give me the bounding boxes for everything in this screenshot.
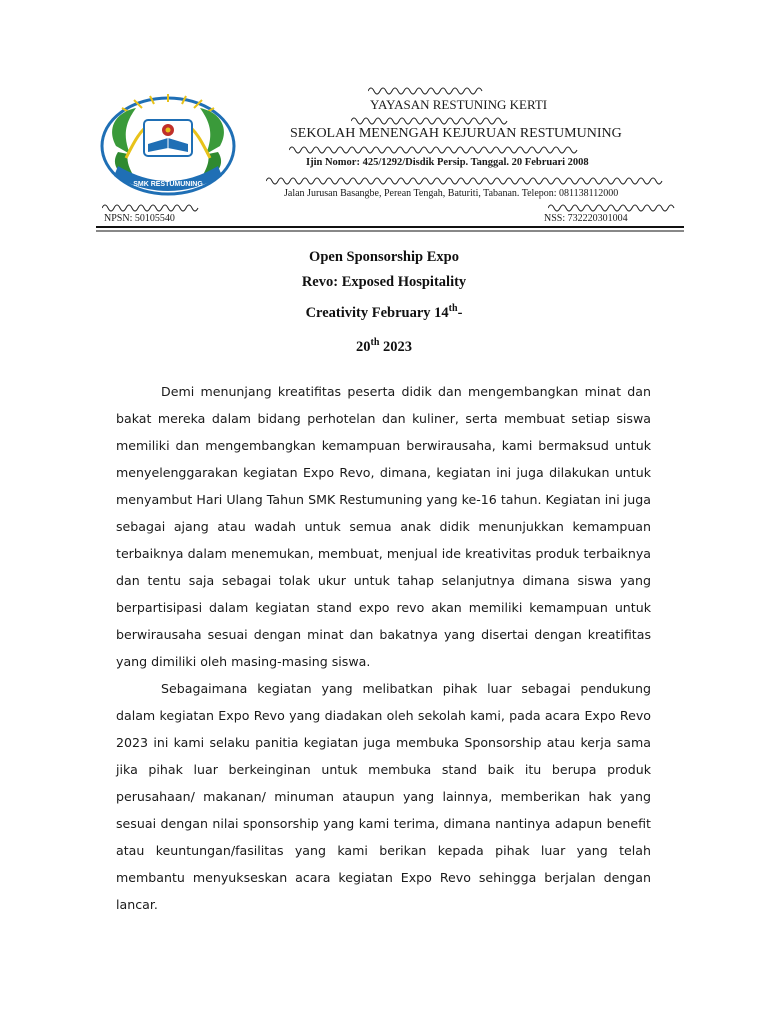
body-paragraph-1: Demi menunjang kreatifitas peserta didik dan mengembangkan minat dan bakat mereka dalam bidang perhotelan dan kuliner, serta membuat setiap siswa memiliki dan mengembangkan kemampuan berwirausaha, kami bermaksud untuk menyelenggarakan kegiatan Expo Revo, dimana, kegiatan ini juga dilakukan untuk menyambut Hari Ulang Tahun SMK Restumuning yang ke-16 tahun. Kegiatan ini juga sebagai ajang atau wadah untuk semua anak didik menunjukkan kemampuan terbaiknya dalam menemukan, membuat, menjual ide kreativitas produk terbaiknya dan tentu saja sebagai tolak ukur untuk tahap selanjutnya dimana siswa yang berpartisipasi dalam kegiatan stand expo revo akan memiliki kemampuan untuk berwirausaha sesuai dengan minat dan bakatnya yang disertai dengan kreatifitas yang dimiliki oleh masing-masing siswa. (116, 384, 651, 669)
title-line-3 (0, 304, 768, 321)
logo-banner-text: SMK RESTUMUNING (133, 181, 203, 188)
title-line-4-sup: th (370, 337, 380, 348)
title-line-3-sup: th (448, 303, 458, 314)
school-name: SEKOLAH MENENGAH KEJURUAN RESTUMUNING (290, 126, 622, 141)
title-line-3-suffix: - (457, 305, 463, 321)
letter-body (116, 378, 651, 918)
title-line-4-suffix: 2023 (379, 339, 413, 355)
title-line-1: Open Sponsorship Expo (309, 249, 459, 265)
permit-line: Ijin Nomor: 425/1292/Disdik Persip. Tanggal. 20 Februari 2008 (306, 157, 589, 168)
npsn-number: NPSN: 50105540 (104, 213, 175, 224)
body-paragraph-2: Sebagaimana kegiatan yang melibatkan pihak luar sebagai pendukung dalam kegiatan Expo Revo yang diadakan oleh sekolah kami, pada acara Expo Revo 2023 ini kami selaku panitia kegiatan juga membuka Sponsorship atau kerja sama jika pihak luar berkeinginan untuk membuka stand baik itu berupa produk perusahaan/ makanan/ minuman ataupun yang lainnya, memberikan hak yang sesuai dengan nilai sponsorship yang kami terima, dimana nantinya adapun benefit atau keuntungan/fasilitas yang kami berikan kepada pihak luar yang telah membantu menyukseskan acara kegiatan Expo Revo sehingga berjalan dengan lancar. (116, 681, 651, 912)
title-line-2: Revo: Exposed Hospitality (301, 274, 467, 290)
title-line-4 (0, 338, 768, 355)
letterhead-rule (96, 84, 684, 234)
title-line-4-text: 20 (355, 339, 371, 355)
address-line: Jalan Jurusan Basangbe, Perean Tengah, Baturiti, Tabanan. Telepon: 081138112000 (284, 188, 619, 199)
nss-number: NSS: 732220301004 (544, 213, 628, 224)
letterhead (96, 84, 684, 234)
foundation-name: YAYASAN RESTUNING KERTI (370, 97, 548, 112)
title-line-3-text: Creativity February 14 (305, 305, 449, 321)
